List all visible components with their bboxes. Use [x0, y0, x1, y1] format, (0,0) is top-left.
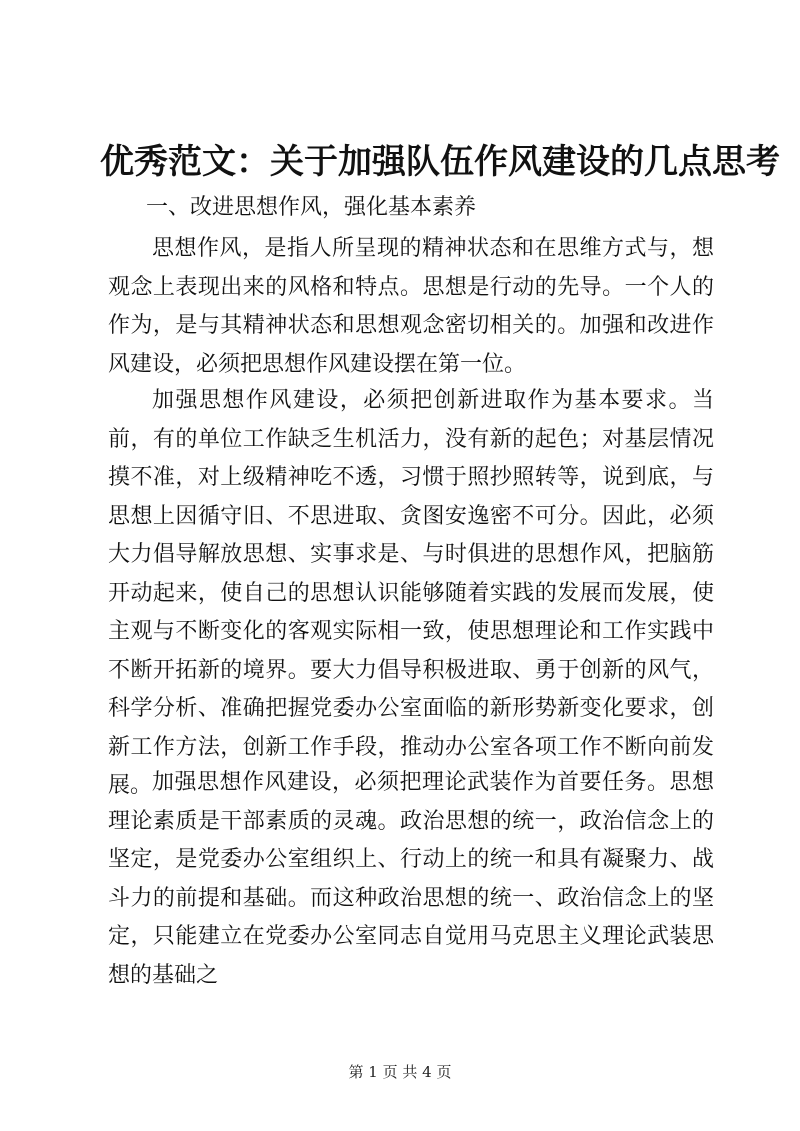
- section-heading: 一、改进思想作风，强化基本素养: [146, 195, 477, 220]
- paragraph-1: 思想作风，是指人所呈现的精神状态和在思维方式与，想观念上表现出来的风格和特点。思想是行动的先导。一个人的作为，是与其精神状态和思想观念密切相关的。加强和改进作风建设，必须把思想作风建设摆在第一位。: [108, 236, 714, 377]
- page-footer: 第 1 页 共 4 页: [348, 1063, 452, 1081]
- document-title: 优秀范文：关于加强队伍作风建设的几点思考: [100, 142, 780, 182]
- paragraph-2: 加强思想作风建设，必须把创新进取作为基本要求。当前，有的单位工作缺乏生机活力，没有新的起色；对基层情况摸不准，对上级精神吃不透，习惯于照抄照转等，说到底，与思想上因循守旧、不思进取、贪图安逸密不可分。因此，必须大力倡导解放思想、实事求是、与时俱进的思想作风，把脑筋开动起来，使自己的思想认识能够随着实践的发展而发展，使主观与不断变化的客观实际相一致，使思想理论和工作实践中不断开拓新的境界。要大力倡导积极进取、勇于创新的风气，科学分析、准确把握党委办公室面临的新形势新变化要求，创新工作方法，创新工作手段，推动办公室各项工作不断向前发展。: [108, 388, 714, 798]
- paragraph-3: 加强思想作风建设，必须把理论武装作为首要任务。思想理论素质是干部素质的灵魂。政治思想的统一，政治信念上的坚定，是党委办公室组织上、行动上的统一和具有凝聚力、战斗力的前提和基础。而这种政治思想的统一、政治信念上的坚定，只能建立在党委办公室同志自觉用马克思主义理论武装思想的基础之: [108, 770, 714, 988]
